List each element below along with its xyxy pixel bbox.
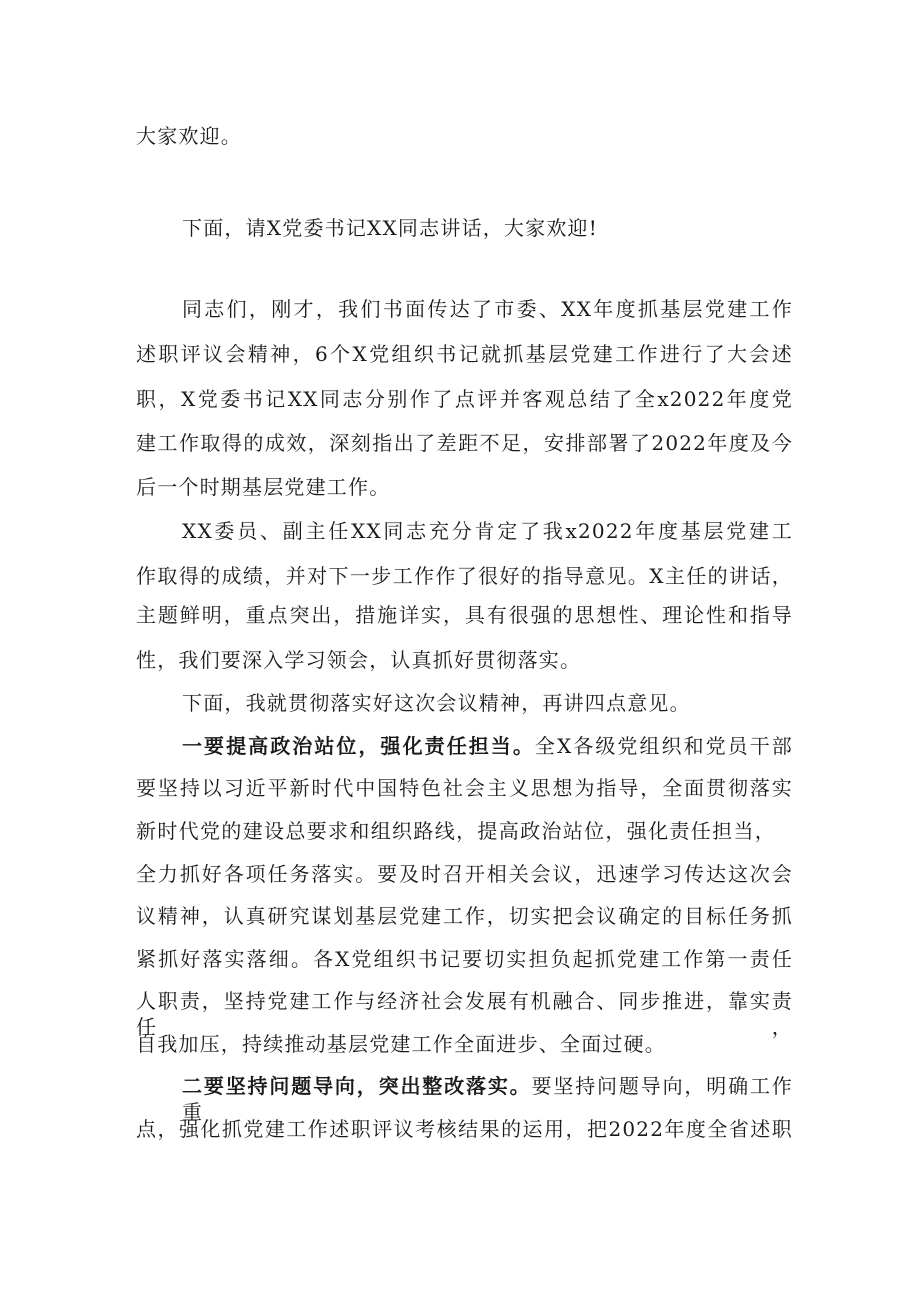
text-line: 同志们，刚才，我们书面传达了市委、XX年度抓基层党建工作 <box>182 297 793 321</box>
section-text: 全X各级党组织和党员干部 <box>534 734 793 758</box>
text-line: 下面，我就贯彻落实好这次会议精神，再讲四点意见。 <box>182 691 691 715</box>
text-line: 新时代党的建设总要求和组织路线，提高政治站位，强化责任担当， <box>136 819 776 843</box>
text-line: 职，X党委书记XX同志分别作了点评并客观总结了全x2022年度党 <box>136 387 793 411</box>
text-line <box>182 733 793 759</box>
text-line: 大家欢迎。 <box>136 124 242 148</box>
text-line: 性，我们要深入学习领会，认真抓好贯彻落实。 <box>136 648 582 672</box>
text-line: 后一个时期基层党建工作。 <box>136 475 391 499</box>
section-heading: 二要坚持问题导向，突出整改落实。 <box>182 1074 532 1098</box>
text-line: 主题鲜明，重点突出，措施详实，具有很强的思想性、理论性和指导 <box>136 603 793 627</box>
text-line: 人职责，坚持党建工作与经济社会发展有机融合、同步推进，靠实责任， <box>136 989 793 1039</box>
text-line: 点，强化抓党建工作述职评议考核结果的运用，把2022年度全省述职 <box>136 1117 793 1141</box>
text-line: 述职评议会精神，6个X党组织书记就抓基层党建工作进行了大会述 <box>136 342 793 366</box>
text-line: 全力抓好各项任务落实。要及时召开相关会议，迅速学习传达这次会 <box>136 862 793 886</box>
section-text: 要坚持问题导向，明确工作重 <box>182 1074 794 1124</box>
text-line: 下面，请X党委书记XX同志讲话，大家欢迎! <box>182 216 598 240</box>
text-line: 要坚持以习近平新时代中国特色社会主义思想为指导，全面贯彻落实 <box>136 776 793 800</box>
text-line: 建工作取得的成效，深刻指出了差距不足，安排部署了2022年度及今 <box>136 431 793 455</box>
text-line: 自我加压，持续推动基层党建工作全面进步、全面过硬。 <box>136 1032 666 1056</box>
text-line: 议精神，认真研究谋划基层党建工作，切实把会议确定的目标任务抓 <box>136 904 793 928</box>
text-line: 紧抓好落实落细。各X党组织书记要切实担负起抓党建工作第一责任 <box>136 947 793 971</box>
text-line: 作取得的成绩，并对下一步工作作了很好的指导意见。X主任的讲话， <box>136 564 793 588</box>
section-heading: 一要提高政治站位，强化责任担当。 <box>182 734 535 758</box>
text-line: XX委员、副主任XX同志充分肯定了我x2022年度基层党建工 <box>182 519 793 543</box>
